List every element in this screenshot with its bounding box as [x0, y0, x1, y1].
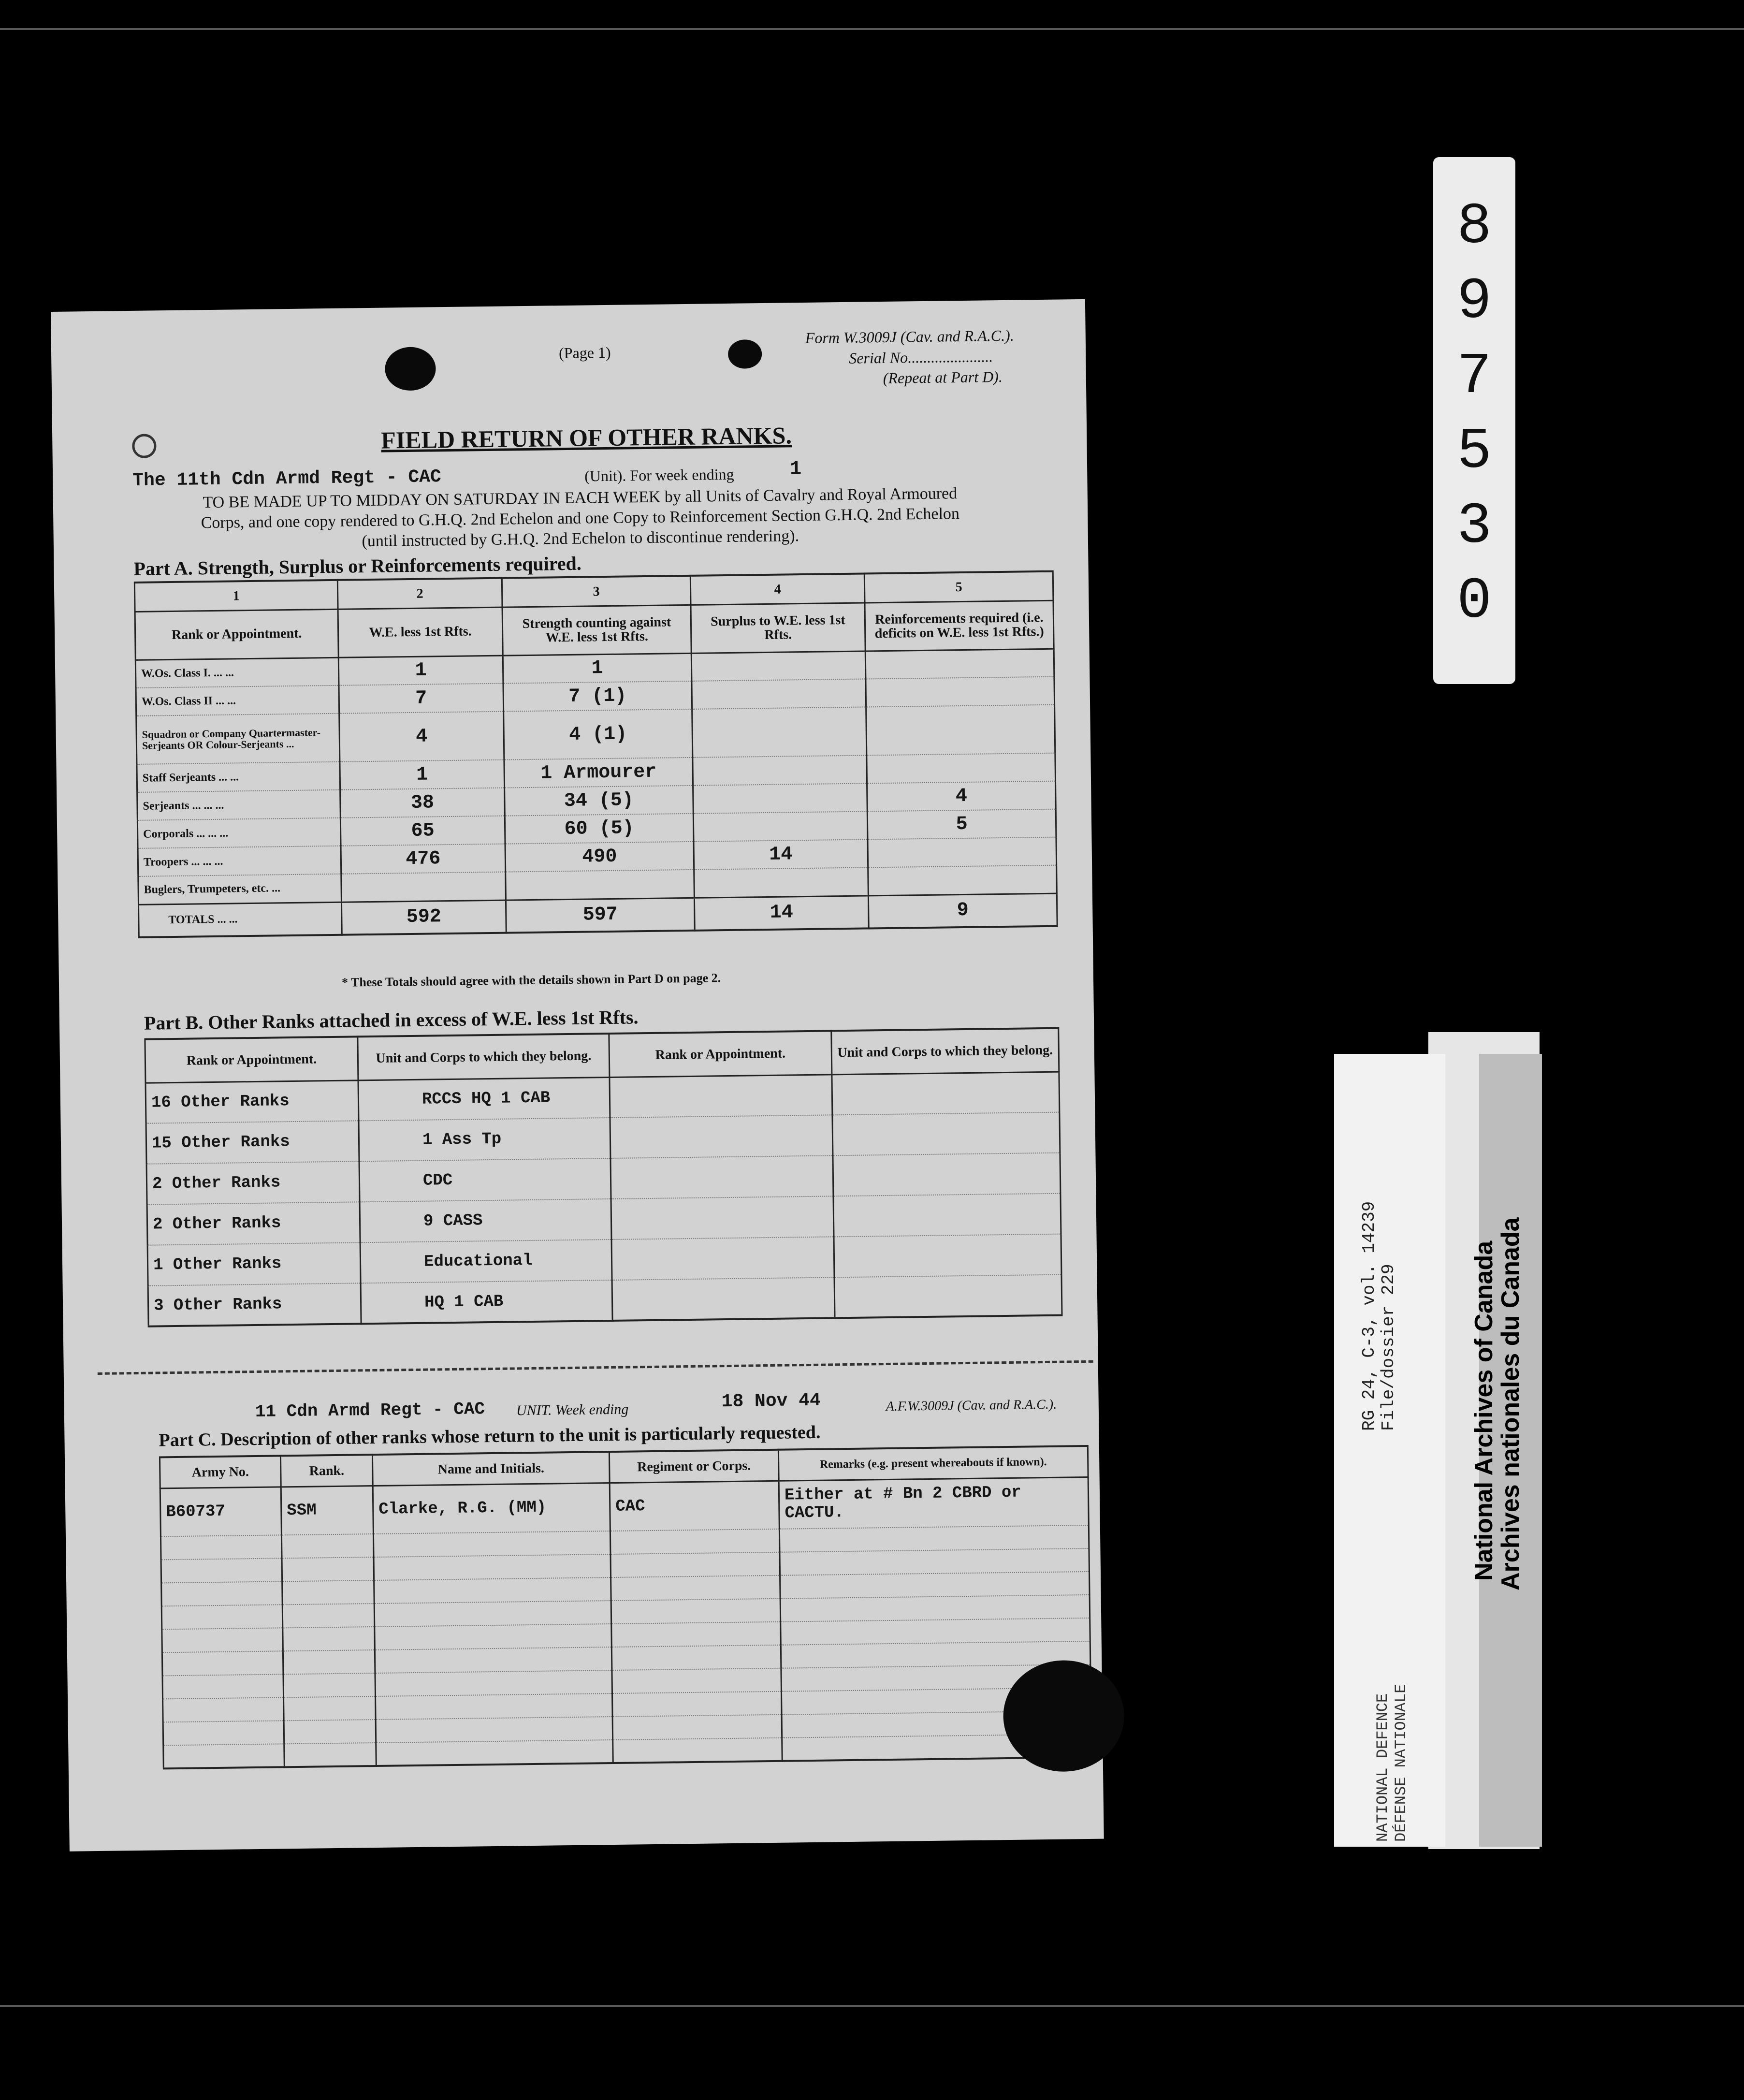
reel-number-strip — [1433, 157, 1515, 684]
punch-hole-top — [385, 347, 436, 391]
col-number-5: 5 — [864, 571, 1053, 603]
reel-digit: 9 — [1456, 269, 1492, 335]
repeat-note: (Repeat at Part D). — [883, 367, 1003, 387]
top-border-line — [0, 28, 1744, 30]
header-reinforcements: Reinforcements required (i.e. deficits on W.E. less 1st Rfts.) — [865, 600, 1054, 651]
part-c-heading: Part C. Description of other ranks whose return to the unit is particularly requested. — [159, 1422, 821, 1451]
part-c-unit-label: UNIT. Week ending — [516, 1401, 629, 1419]
table-row: Troopers ... ... ... 476 490 14 — [138, 837, 1057, 876]
part-c-header-name: Name and Initials. — [372, 1452, 610, 1486]
part-c-unit: 11 Cdn Armd Regt - CAC — [255, 1399, 485, 1422]
table-row: 3 Other Ranks HQ 1 CAB — [148, 1275, 1062, 1327]
instruction-line-3: (until instructed by G.H.Q. 2nd Echelon to discontinue rendering). — [362, 527, 799, 551]
bottom-border-line — [0, 2005, 1744, 2007]
reel-digit: 3 — [1456, 494, 1492, 560]
header-we: W.E. less 1st Rfts. — [338, 607, 503, 657]
archives-name-en: National Archives of Canada — [1470, 1240, 1498, 1581]
archive-reference-2: File/dossier 229 — [1379, 1264, 1398, 1431]
totals-footnote: * These Totals should agree with the details shown in Part D on page 2. — [341, 971, 721, 990]
unit-label: (Unit). For week ending — [584, 465, 734, 485]
table-row: 2 Other Ranks 9 CASS — [147, 1194, 1061, 1245]
defence-label-fr: DÉFENSE NATIONALE — [1392, 1684, 1410, 1842]
header-rank: Rank or Appointment. — [135, 609, 338, 660]
reel-digit: 5 — [1456, 419, 1492, 485]
part-a-table — [134, 570, 1058, 938]
field-return-form — [51, 299, 1104, 1852]
punch-hole-bottom — [1003, 1660, 1125, 1772]
part-c-header-rank: Rank. — [280, 1455, 373, 1487]
col-number-4: 4 — [690, 573, 865, 604]
reel-digit: 8 — [1456, 194, 1492, 260]
defence-label-en: NATIONAL DEFENCE — [1374, 1693, 1392, 1842]
table-row: W.Os. Class I. ... ... 1 1 — [135, 649, 1054, 688]
table-row: Staff Serjeants ... ... 1 1 Armourer — [137, 753, 1056, 792]
reel-digit: 0 — [1456, 569, 1492, 635]
part-b-heading: Part B. Other Ranks attached in excess of W.E. less 1st Rfts. — [144, 1006, 639, 1034]
form-number: Form W.3009J (Cav. and R.A.C.). — [805, 326, 1014, 347]
table-row: 2 Other Ranks CDC — [146, 1153, 1061, 1205]
table-row: 16 Other Ranks RCCS HQ 1 CAB — [145, 1072, 1060, 1123]
table-row: 15 Other Ranks 1 Ass Tp — [146, 1112, 1060, 1164]
week-ending-value: 1 — [789, 458, 802, 481]
archives-name-fr: Archives nationales du Canada — [1497, 1217, 1525, 1590]
circle-mark-icon — [132, 434, 157, 458]
col-number-1: 1 — [134, 580, 338, 612]
part-c-week-ending: 18 Nov 44 — [721, 1390, 821, 1413]
header-strength: Strength counting against W.E. less 1st Rfts. — [502, 605, 691, 656]
page-label: (Page 1) — [558, 343, 611, 362]
part-b-header-rank: Rank or Appointment. — [145, 1036, 358, 1082]
totals-row: TOTALS ... ... 592 597 14 9 — [138, 893, 1057, 937]
form-title: FIELD RETURN OF OTHER RANKS. — [380, 422, 792, 454]
part-b-table — [144, 1027, 1062, 1327]
part-c-form-number: A.F.W.3009J (Cav. and R.A.C.). — [886, 1397, 1057, 1415]
reel-digit: 7 — [1456, 344, 1492, 410]
part-b-header-rank-2: Rank or Appointment. — [609, 1031, 832, 1077]
instruction-line-2: Corps, and one copy rendered to G.H.Q. 2nd Echelon and one Copy to Reinforcement Section G.H.Q. 2nd Echelon — [201, 505, 960, 532]
table-row: Squadron or Company Quartermaster-Serjeants OR Colour-Serjeants ... 4 4 (1) — [136, 705, 1055, 764]
serial-number: Serial No...................... — [849, 348, 993, 367]
table-row: B60737 SSM Clarke, R.G. (MM) CAC Either at # Bn 2 CBRD or CACTU. — [160, 1477, 1089, 1536]
part-c-header-regiment: Regiment or Corps. — [609, 1450, 779, 1483]
part-c-table — [159, 1445, 1092, 1769]
table-row: Buglers, Trumpeters, etc. ... — [138, 865, 1057, 904]
part-c-header-army-no: Army No. — [160, 1456, 281, 1488]
part-b-header-unit-2: Unit and Corps to which they belong. — [831, 1028, 1059, 1075]
instruction-line-1: TO BE MADE UP TO MIDDAY ON SATURDAY IN EACH WEEK by all Units of Cavalry and Royal Armoured — [203, 484, 958, 512]
table-row: W.Os. Class II ... ... 7 7 (1) — [136, 677, 1055, 716]
archive-reference-1: RG 24, C-3, vol. 14239 — [1359, 1201, 1379, 1431]
part-a-heading: Part A. Strength, Surplus or Reinforcements required. — [133, 552, 582, 580]
table-row: Serjeants ... ... ... 38 34 (5) 4 — [137, 781, 1056, 820]
header-surplus: Surplus to W.E. less 1st Rfts. — [691, 602, 865, 653]
table-row: 1 Other Ranks Educational — [147, 1234, 1061, 1286]
tear-off-line — [98, 1360, 1093, 1375]
col-number-3: 3 — [502, 576, 691, 607]
punch-hole-top-right — [728, 339, 762, 369]
part-c-header-remarks: Remarks (e.g. present whereabouts if known). — [778, 1446, 1088, 1481]
table-row: Corporals ... ... ... 65 60 (5) 5 — [137, 809, 1056, 848]
col-number-2: 2 — [337, 578, 502, 609]
part-b-header-unit: Unit and Corps to which they belong. — [358, 1034, 610, 1080]
unit-name: The 11th Cdn Armd Regt - CAC — [132, 467, 442, 491]
